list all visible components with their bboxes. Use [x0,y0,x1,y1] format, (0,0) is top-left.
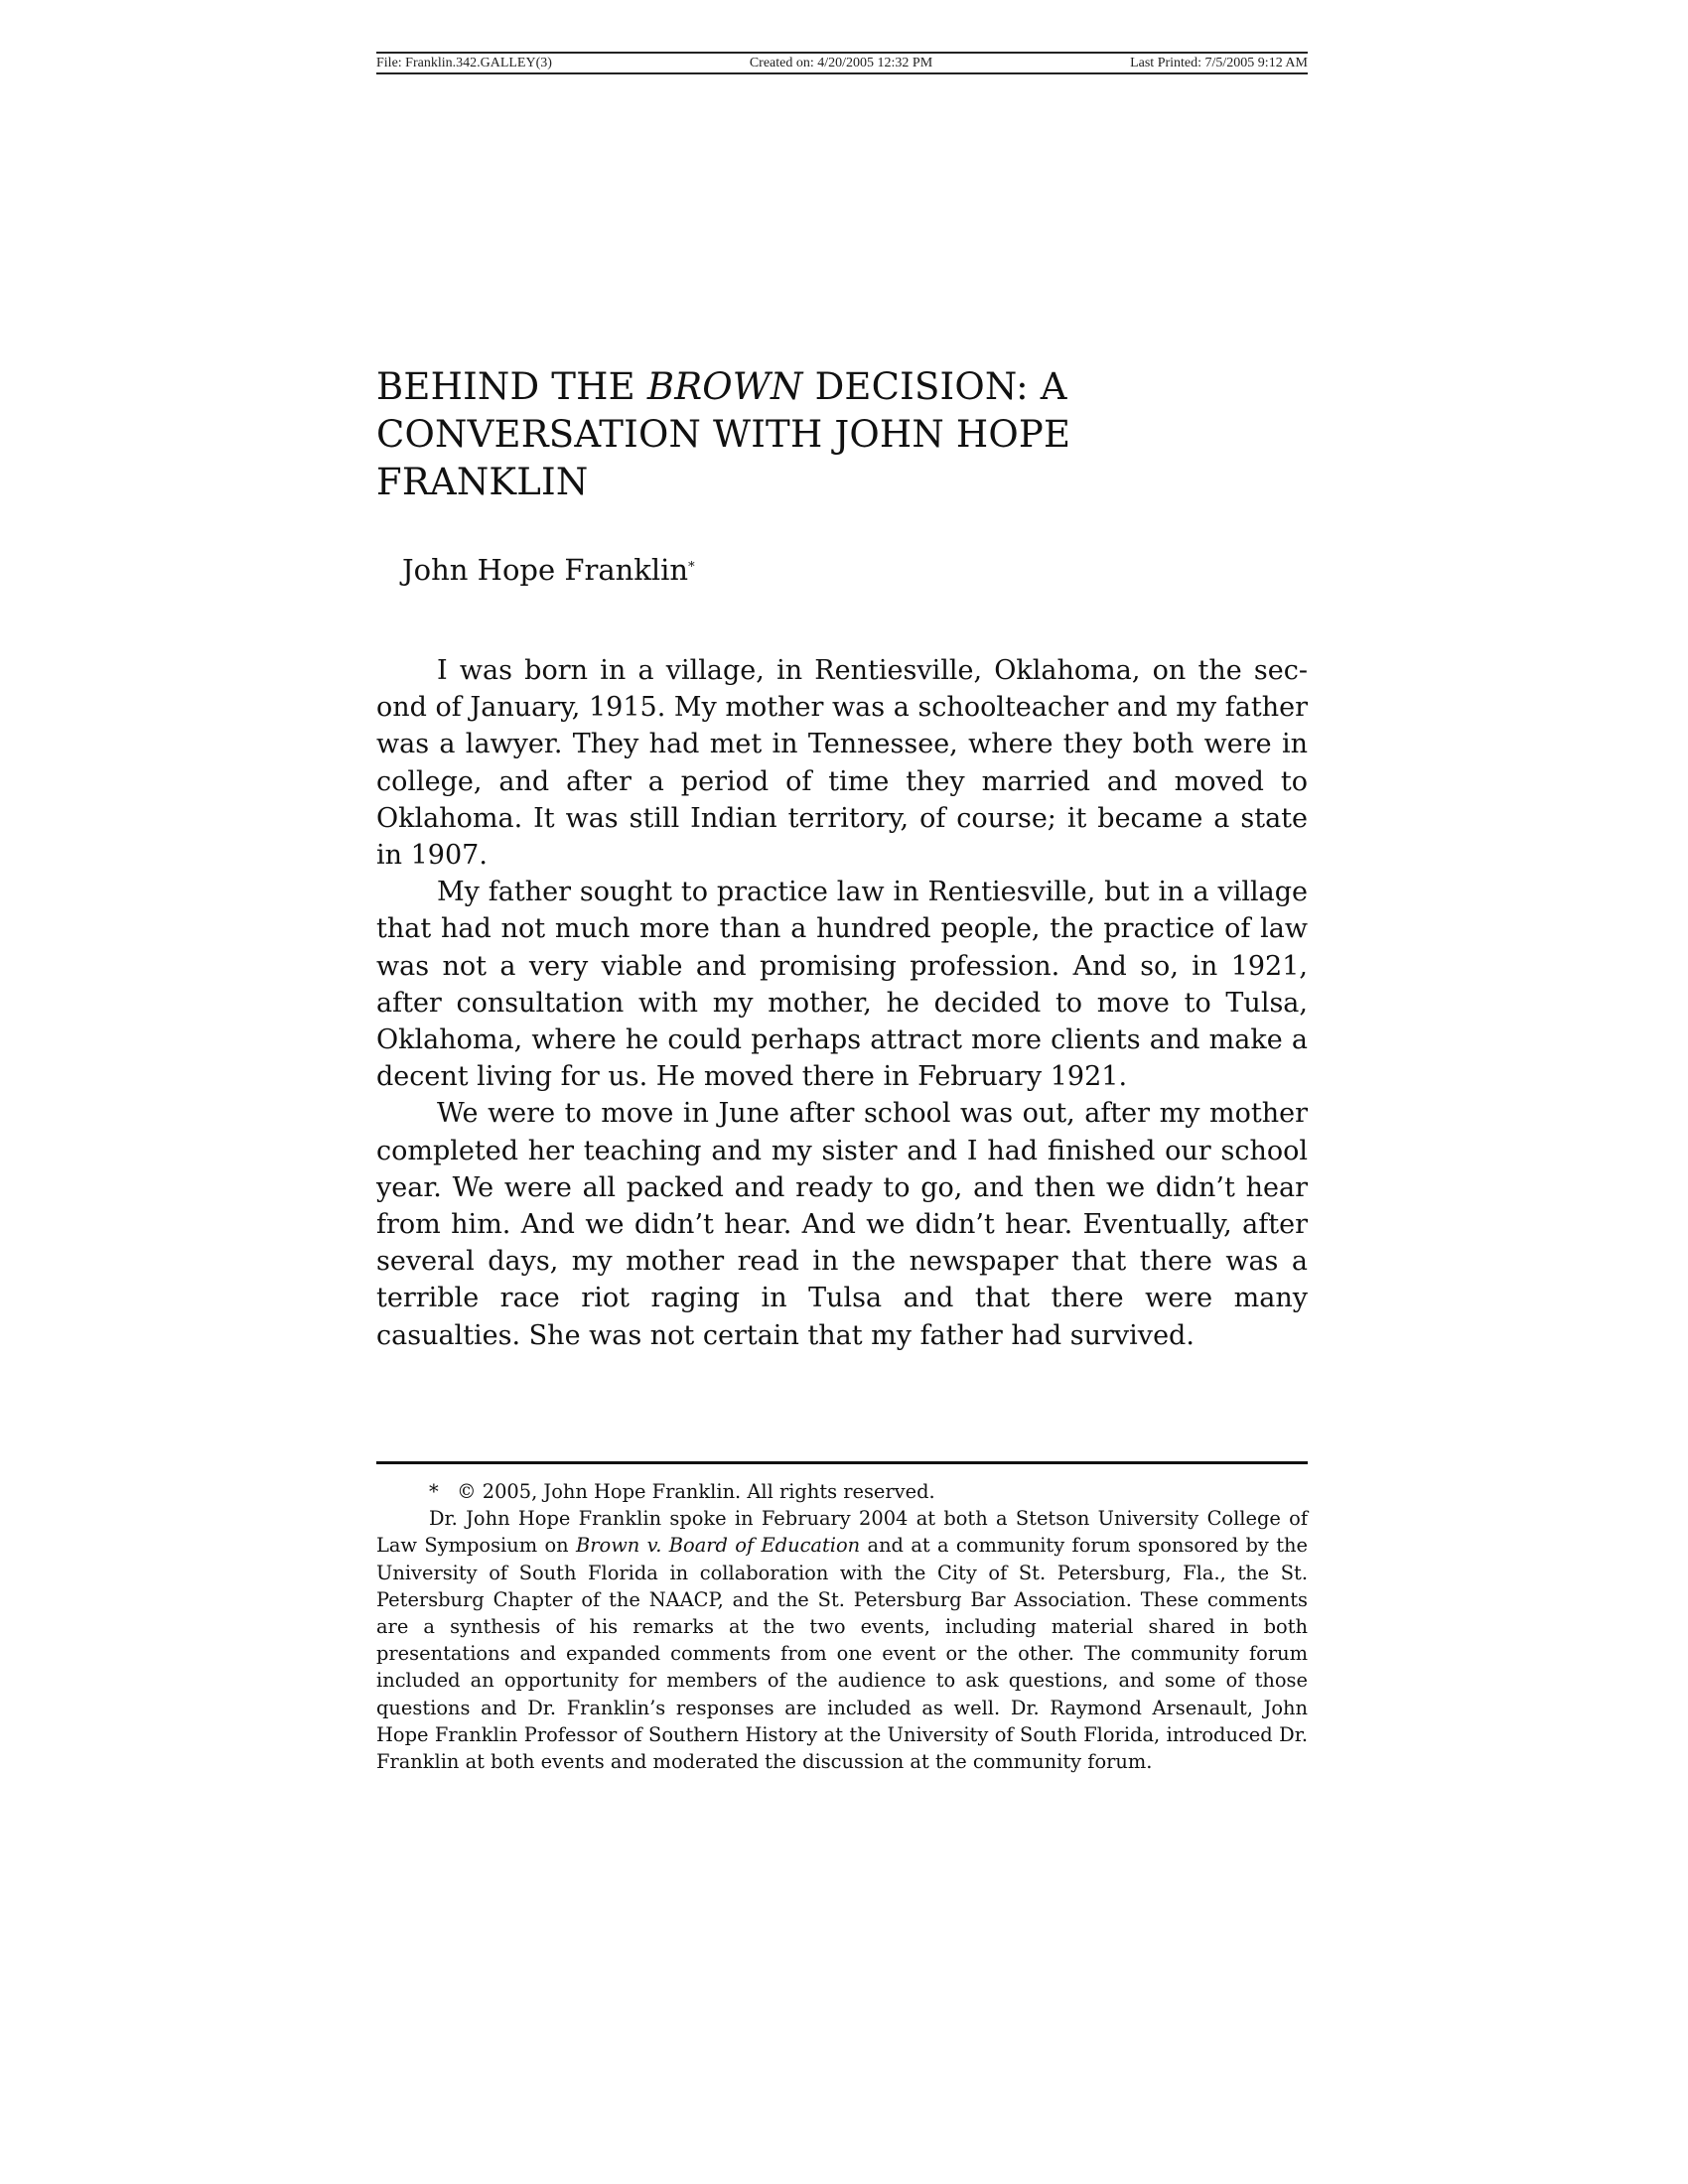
author-footnote-mark: * [688,560,695,575]
footnotes [376,1478,1308,1775]
footnote-divider [376,1461,1308,1464]
title-part-2: DECISION: A CONVERSATION WITH JOHN HOPE FRANKLIN [376,365,1071,503]
author-byline [402,550,695,590]
body-paragraph-2: My father sought to practice law in Rentiesville, but in a village that had not much more than a hundred people, the practice of law was not a very viable and promising profession. And so, in 1921, after consultation with my mother, he decided to move to Tulsa, Oklahoma, where he could perhaps attract more clients and make a decent living for us. He moved there in February 1921. [376,877,1308,1093]
header-last-printed: Last Printed: 7/5/2005 9:12 AM [1130,55,1308,70]
footnote-note [376,1505,1308,1775]
header-file-name: File: Franklin.342.GALLEY(3) [376,55,552,70]
author-name: John Hope Franklin [402,553,689,587]
body-paragraph-3: We were to move in June after school was out, after my mother completed her teaching and my sister and I had finished our school year. We were all packed and ready to go, and then we didn’t hear from him. And we didn’t hear. And we didn’t hear. Eventually, after several days, my mother read in the newspaper that there was a terrible race riot raging in Tulsa and that there were many casualties. She was not certain that my father had survived. [376,1098,1308,1351]
article-body [376,652,1308,1354]
footnote-case-name: Brown v. Board of Education [576,1534,861,1558]
title-part-1: BEHIND THE [376,365,647,408]
article-title [376,363,1131,506]
header-created-date: Created on: 4/20/2005 12:32 PM [749,55,933,70]
running-header [376,52,1308,74]
title-italic-brown: BROWN [646,365,803,408]
footnote-copyright: * © 2005, John Hope Franklin. All rights reserved. [429,1480,935,1503]
footnote-note-text-1: Dr. John Hope Franklin spoke in February 2004 at both a Stetson University College of Law Symposium on [376,1507,1308,1558]
footnote-note-text-2: and at a community forum sponsored by the University of South Florida in collaboration with the City of St. Petersburg, Fla., the St. Petersburg Chapter of the NAACP, and the St. Petersburg Bar Association. These comments are a synthesis of his remarks at the two events, including material shared in both presentations and expanded comments from one event or the other. The community forum included an opportunity for members of the audience to ask questions, and some of those questions and Dr. Franklin’s responses are included as well. Dr. Raymond Arsenault, John Hope Franklin Professor of Southern History at the University of South Florida, introduced Dr. Franklin at both events and moderated the discussion at the community forum. [376,1534,1308,1774]
body-paragraph-1: I was born in a village, in Rentiesville, Oklahoma, on the second of January, 1915. My mother was a schoolteacher and my father was a lawyer. They had met in Tennessee, where they both were in college, and after a period of time they married and moved to Oklahoma. It was still Indian territory, of course; it became a state in 1907. [376,655,1308,872]
